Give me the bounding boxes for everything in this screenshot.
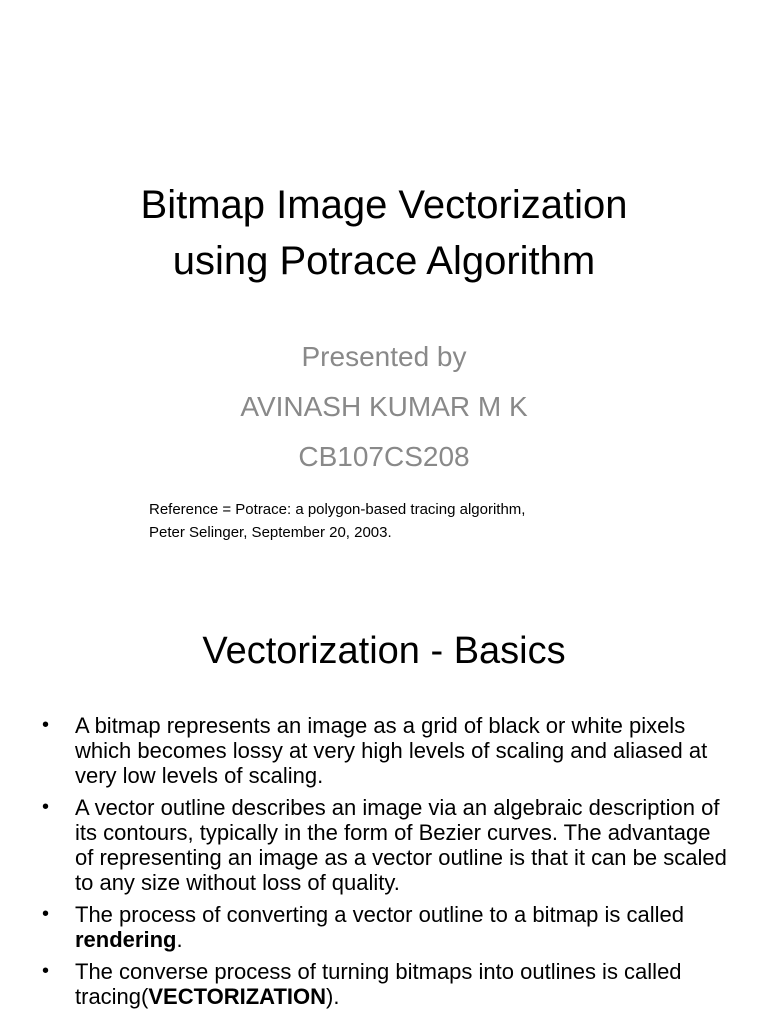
presented-by-label: Presented by: [301, 341, 467, 372]
bullet-icon: •: [42, 714, 50, 736]
bullet-icon: •: [42, 903, 50, 925]
slide-title: Vectorization - Basics: [202, 630, 566, 672]
bullet-text: The converse process of turning bitmaps into outlines is called tracing(: [75, 959, 682, 1009]
title-line-1: Bitmap Image Vectorization: [140, 183, 628, 227]
reference-line-1: Reference = Potrace: a polygon-based tracing algorithm,: [149, 501, 526, 518]
bullet-text: A bitmap represents an image as a grid of black or white pixels which becomes lossy at very high levels of scaling and aliased at very low levels of scaling.: [75, 713, 708, 788]
bullet-list: [40, 713, 730, 1016]
presenter-block: [0, 332, 768, 482]
bullet-text: A vector outline describes an image via an algebraic description of its contours, typically in the form of Bezier curves. The advantage of representing an image as a vector outline is that it can be scaled to any size without loss of quality.: [75, 795, 727, 895]
bullet-icon: •: [42, 796, 50, 818]
list-item: [40, 795, 730, 895]
bullet-text-end: ).: [326, 984, 340, 1009]
list-item: [40, 959, 730, 1009]
list-item: [40, 902, 730, 952]
slide-title: [0, 177, 768, 289]
bullet-bold-term: VECTORIZATION: [148, 984, 326, 1009]
presenter-id: CB107CS208: [298, 441, 470, 472]
reference-line-2: Peter Selinger, September 20, 2003.: [149, 524, 392, 541]
list-item: [40, 713, 730, 788]
presenter-name: AVINASH KUMAR M K: [240, 391, 528, 422]
title-line-2: using Potrace Algorithm: [172, 239, 596, 283]
reference-note: [149, 498, 669, 544]
bullet-icon: •: [42, 960, 50, 982]
bullet-text-end: .: [176, 927, 183, 952]
basics-slide: [0, 576, 768, 1024]
bullet-text: The process of converting a vector outline to a bitmap is called: [75, 902, 684, 927]
bullet-bold-term: rendering: [75, 927, 177, 952]
